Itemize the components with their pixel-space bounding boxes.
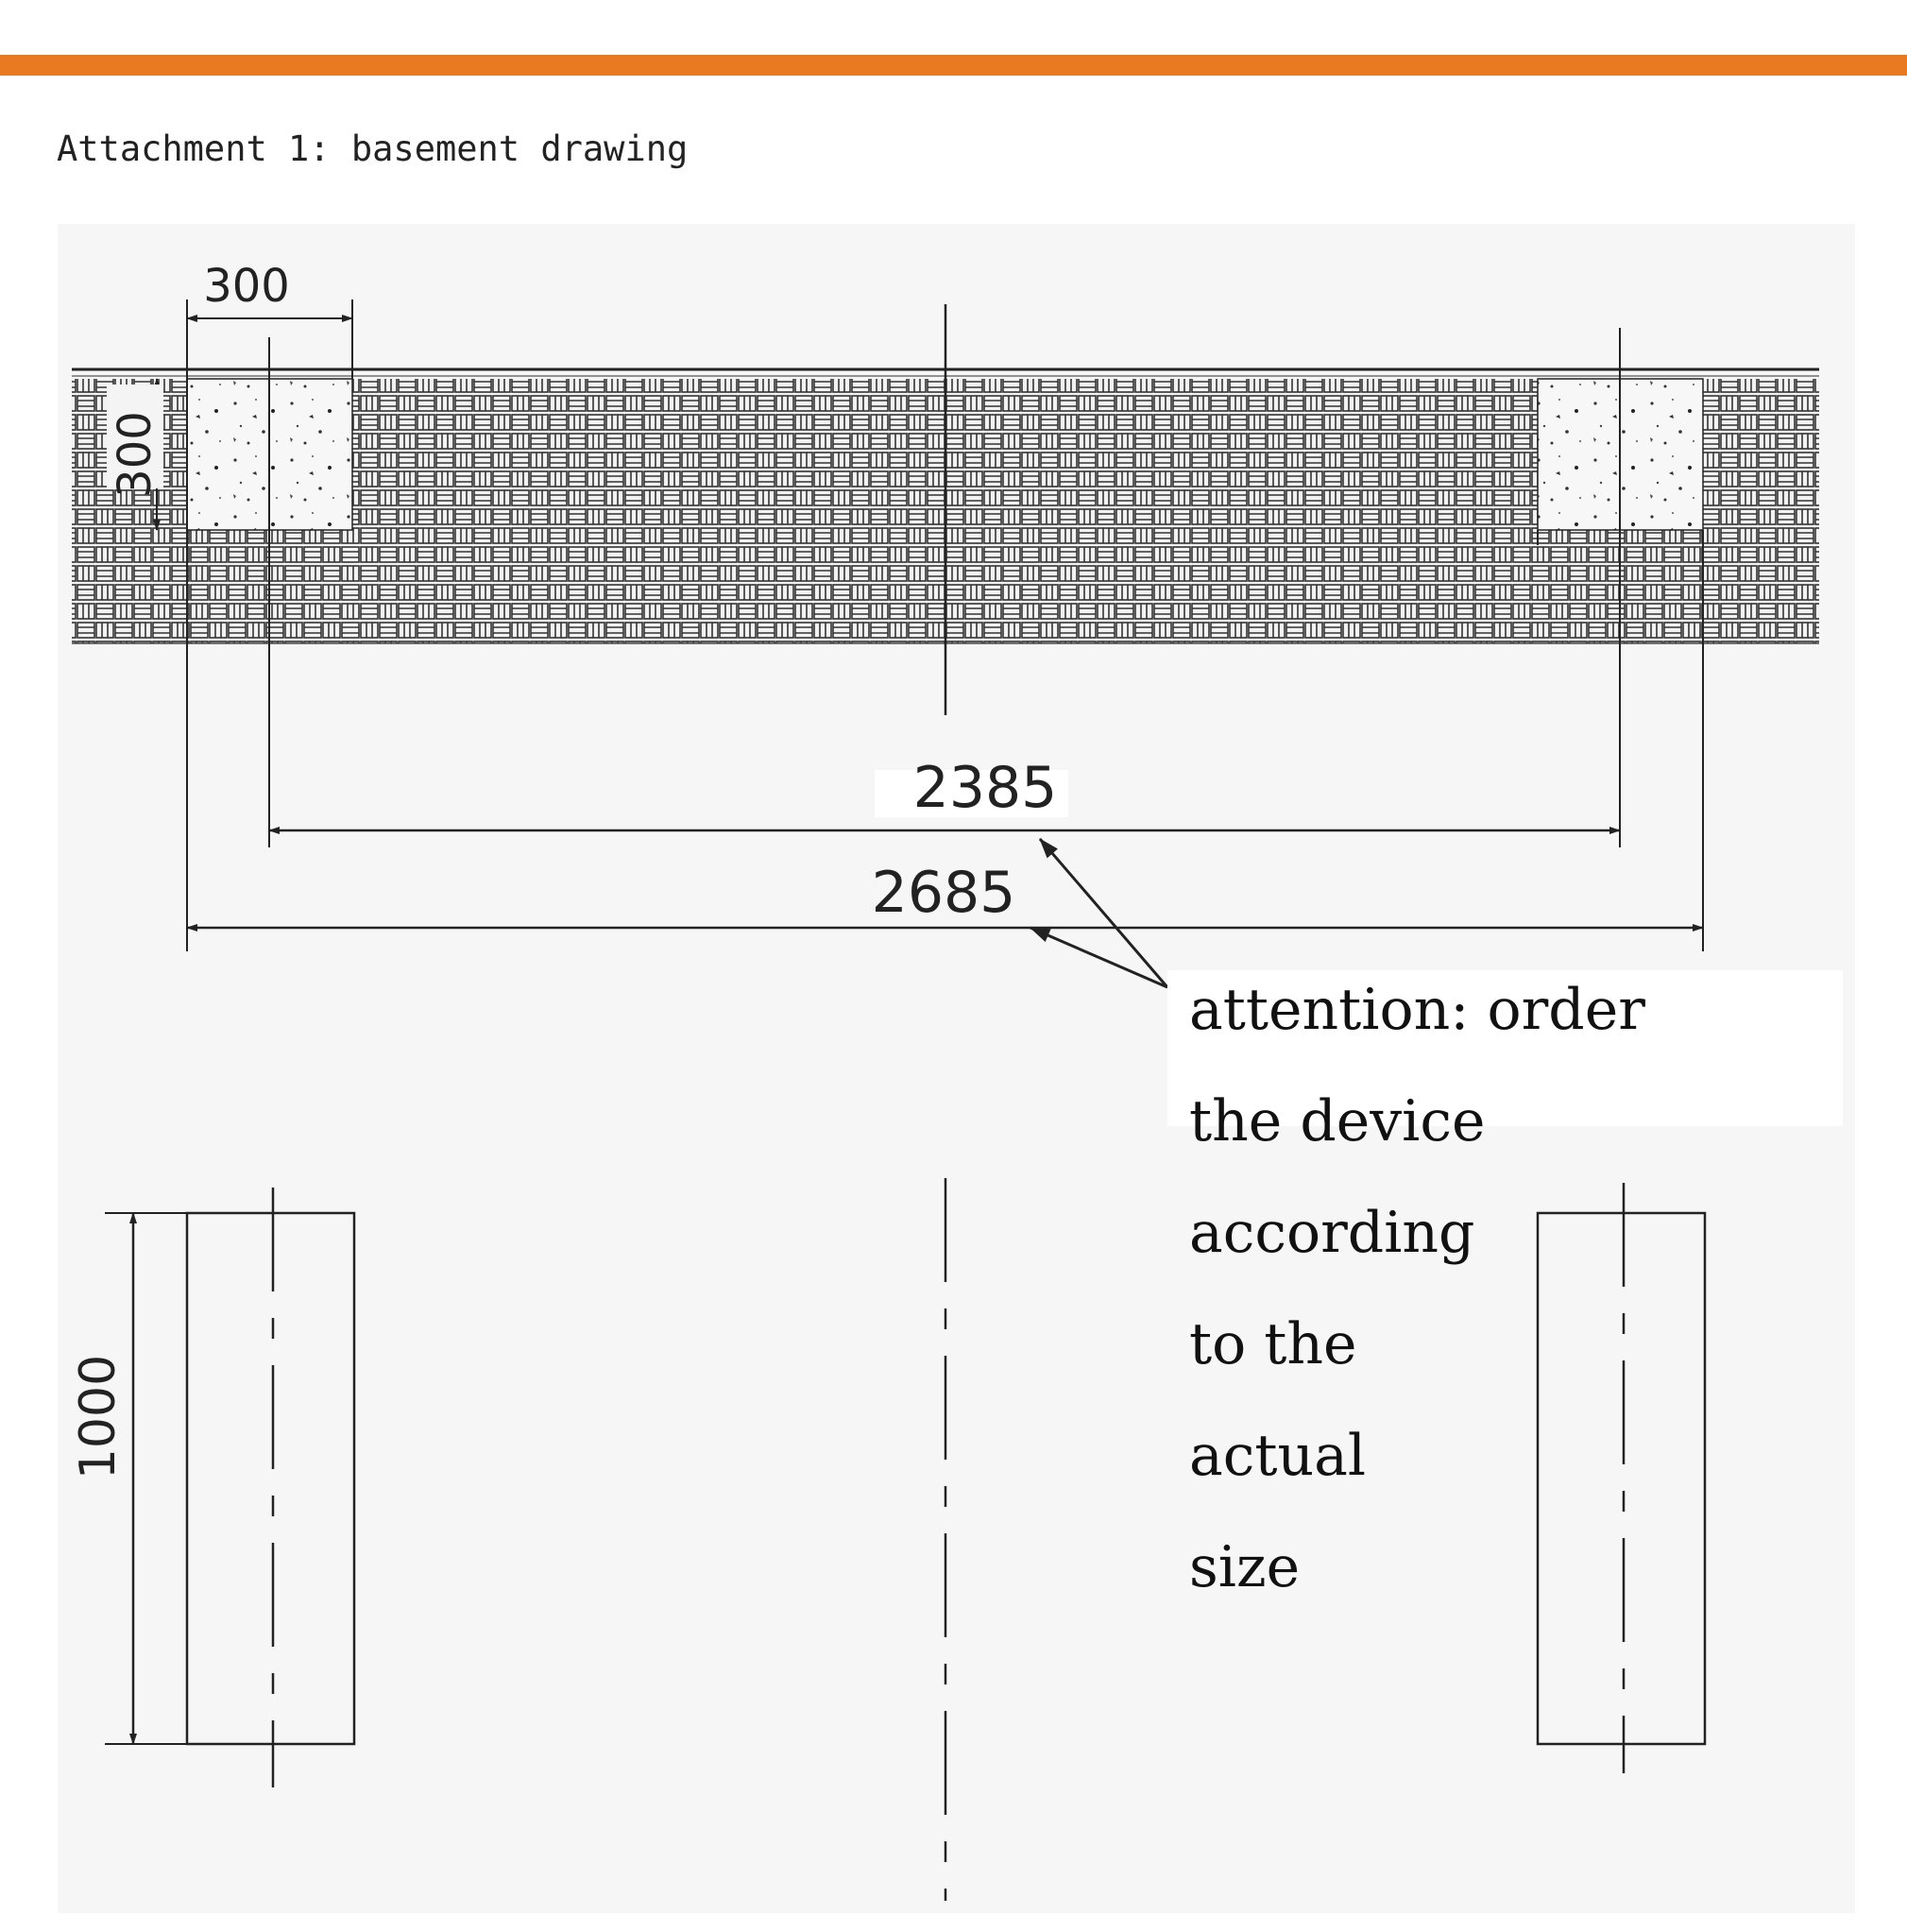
dimension-label-pad-length: 1000 bbox=[70, 1354, 127, 1480]
plan-pad-right bbox=[1538, 1213, 1705, 1744]
plan-pad-left bbox=[187, 1213, 354, 1744]
dimension-label-square-width: 300 bbox=[203, 260, 290, 313]
note-line-5: actual bbox=[1189, 1423, 1367, 1489]
page-title: Attachment 1: basement drawing bbox=[57, 128, 689, 169]
foundation-section-view bbox=[72, 260, 1819, 951]
basement-drawing bbox=[58, 224, 1855, 1913]
note-line-6: size bbox=[1189, 1534, 1301, 1600]
dimension-label-inner-span: 2385 bbox=[912, 755, 1058, 821]
note-line-1: attention: order bbox=[1189, 977, 1645, 1043]
foundation-plan-view bbox=[70, 1178, 1705, 1901]
basement-drawing-panel bbox=[58, 224, 1855, 1913]
dimension-label-square-height: 300 bbox=[109, 411, 162, 498]
span-dimensions bbox=[187, 755, 1703, 928]
dimension-label-outer-span: 2685 bbox=[871, 860, 1016, 926]
note-line-3: according bbox=[1189, 1200, 1475, 1266]
note-line-4: to the bbox=[1189, 1311, 1357, 1377]
attention-note bbox=[1030, 839, 1843, 1600]
leader-arrow-outer bbox=[1030, 928, 1167, 987]
header-accent-bar bbox=[0, 55, 1907, 76]
leader-arrow-inner bbox=[1040, 839, 1167, 987]
note-line-2: the device bbox=[1189, 1088, 1486, 1154]
